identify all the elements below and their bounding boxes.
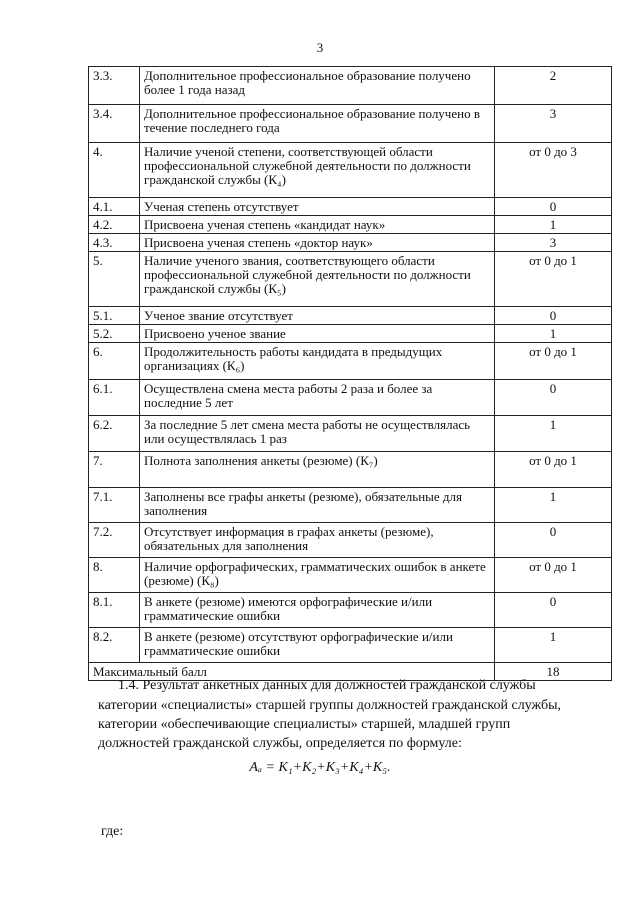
row-number: 8. bbox=[89, 558, 140, 593]
row-score: 1 bbox=[495, 216, 612, 234]
table-row bbox=[89, 523, 612, 558]
row-criterion: Присвоена ученая степень «доктор наук» bbox=[140, 234, 495, 252]
row-criterion: Отсутствует информация в графах анкеты (резюме), обязательных для заполнения bbox=[140, 523, 495, 558]
row-criterion: Наличие ученой степени, соответствующей области профессиональной служебной деятельности по должности гражданской службы (К₄) bbox=[140, 143, 495, 198]
table-row bbox=[89, 488, 612, 523]
row-number: 8.1. bbox=[89, 593, 140, 628]
paragraph-line-2: категории «специалисты» старшей группы должностей гражданской службы, bbox=[98, 698, 562, 713]
row-criterion: Наличие ученого звания, соответствующего области профессиональной служебной деятельности по должности гражданской службы (К₅) bbox=[140, 252, 495, 307]
table-row bbox=[89, 105, 612, 143]
row-number: 3.3. bbox=[89, 67, 140, 105]
table-row bbox=[89, 307, 612, 325]
row-number: 5.1. bbox=[89, 307, 140, 325]
row-number: 6.2. bbox=[89, 416, 140, 452]
row-score: 1 bbox=[495, 416, 612, 452]
row-criterion: Дополнительное профессиональное образование получено в течение последнего года bbox=[140, 105, 495, 143]
row-number: 4.2. bbox=[89, 216, 140, 234]
row-score: 3 bbox=[495, 105, 612, 143]
row-criterion: Наличие орфографических, грамматических ошибок в анкете (резюме) (К₈) bbox=[140, 558, 495, 593]
table-row bbox=[89, 234, 612, 252]
row-score: 1 bbox=[495, 325, 612, 343]
row-criterion: Полнота заполнения анкеты (резюме) (К₇) bbox=[140, 452, 495, 488]
row-number: 7.2. bbox=[89, 523, 140, 558]
row-score: от 0 до 1 bbox=[495, 558, 612, 593]
paragraph-line-3: категории «обеспечивающие специалисты» старшей, младшей групп bbox=[98, 717, 511, 732]
row-criterion: Осуществлена смена места работы 2 раза и более за последние 5 лет bbox=[140, 380, 495, 416]
row-number: 6. bbox=[89, 343, 140, 380]
where-label: где: bbox=[101, 824, 124, 839]
row-score: от 0 до 1 bbox=[495, 252, 612, 307]
table-row bbox=[89, 343, 612, 380]
scoring-table bbox=[88, 66, 612, 681]
row-score: 0 bbox=[495, 198, 612, 216]
table-row bbox=[89, 558, 612, 593]
table-row bbox=[89, 628, 612, 663]
page-number: 3 bbox=[316, 40, 324, 55]
row-criterion: Продолжительность работы кандидата в предыдущих организациях (К₆) bbox=[140, 343, 495, 380]
row-number: 5.2. bbox=[89, 325, 140, 343]
row-score: 0 bbox=[495, 307, 612, 325]
row-score: от 0 до 3 bbox=[495, 143, 612, 198]
row-score: 1 bbox=[495, 628, 612, 663]
row-criterion: Заполнены все графы анкеты (резюме), обязательные для заполнения bbox=[140, 488, 495, 523]
row-criterion: Присвоена ученая степень «кандидат наук» bbox=[140, 216, 495, 234]
table-row bbox=[89, 143, 612, 198]
table-row bbox=[89, 593, 612, 628]
table-row bbox=[89, 325, 612, 343]
row-score: 0 bbox=[495, 523, 612, 558]
row-score: 1 bbox=[495, 488, 612, 523]
table-row bbox=[89, 380, 612, 416]
paragraph-line-1: 1.4. Результат анкетных данных для должностей гражданской службы bbox=[118, 678, 536, 693]
row-number: 5. bbox=[89, 252, 140, 307]
table-row bbox=[89, 452, 612, 488]
row-criterion: Присвоено ученое звание bbox=[140, 325, 495, 343]
row-number: 7.1. bbox=[89, 488, 140, 523]
row-criterion: В анкете (резюме) имеются орфографические и/или грамматические ошибки bbox=[140, 593, 495, 628]
row-score: 3 bbox=[495, 234, 612, 252]
row-criterion: Дополнительное профессиональное образование получено более 1 года назад bbox=[140, 67, 495, 105]
row-criterion: Ученая степень отсутствует bbox=[140, 198, 495, 216]
row-number: 7. bbox=[89, 452, 140, 488]
row-score: 0 bbox=[495, 380, 612, 416]
table-row bbox=[89, 198, 612, 216]
row-number: 6.1. bbox=[89, 380, 140, 416]
table-row bbox=[89, 216, 612, 234]
row-number: 8.2. bbox=[89, 628, 140, 663]
row-score: от 0 до 1 bbox=[495, 452, 612, 488]
total-label: Максимальный балл bbox=[89, 663, 495, 681]
row-number: 3.4. bbox=[89, 105, 140, 143]
row-number: 4.1. bbox=[89, 198, 140, 216]
row-score: 0 bbox=[495, 593, 612, 628]
row-score: от 0 до 1 bbox=[495, 343, 612, 380]
row-number: 4.3. bbox=[89, 234, 140, 252]
row-number: 4. bbox=[89, 143, 140, 198]
row-criterion: В анкете (резюме) отсутствуют орфографические и/или грамматические ошибки bbox=[140, 628, 495, 663]
table-row bbox=[89, 252, 612, 307]
table-row bbox=[89, 416, 612, 452]
formula: Аₐ = К₁+К₂+К₃+К₄+К₅. bbox=[249, 760, 391, 775]
row-criterion: Ученое звание отсутствует bbox=[140, 307, 495, 325]
row-score: 2 bbox=[495, 67, 612, 105]
table-row bbox=[89, 67, 612, 105]
row-criterion: За последние 5 лет смена места работы не осуществлялась или осуществлялась 1 раз bbox=[140, 416, 495, 452]
paragraph-line-4: должностей гражданской службы, определяется по формуле: bbox=[98, 736, 462, 751]
total-value: 18 bbox=[495, 663, 612, 681]
